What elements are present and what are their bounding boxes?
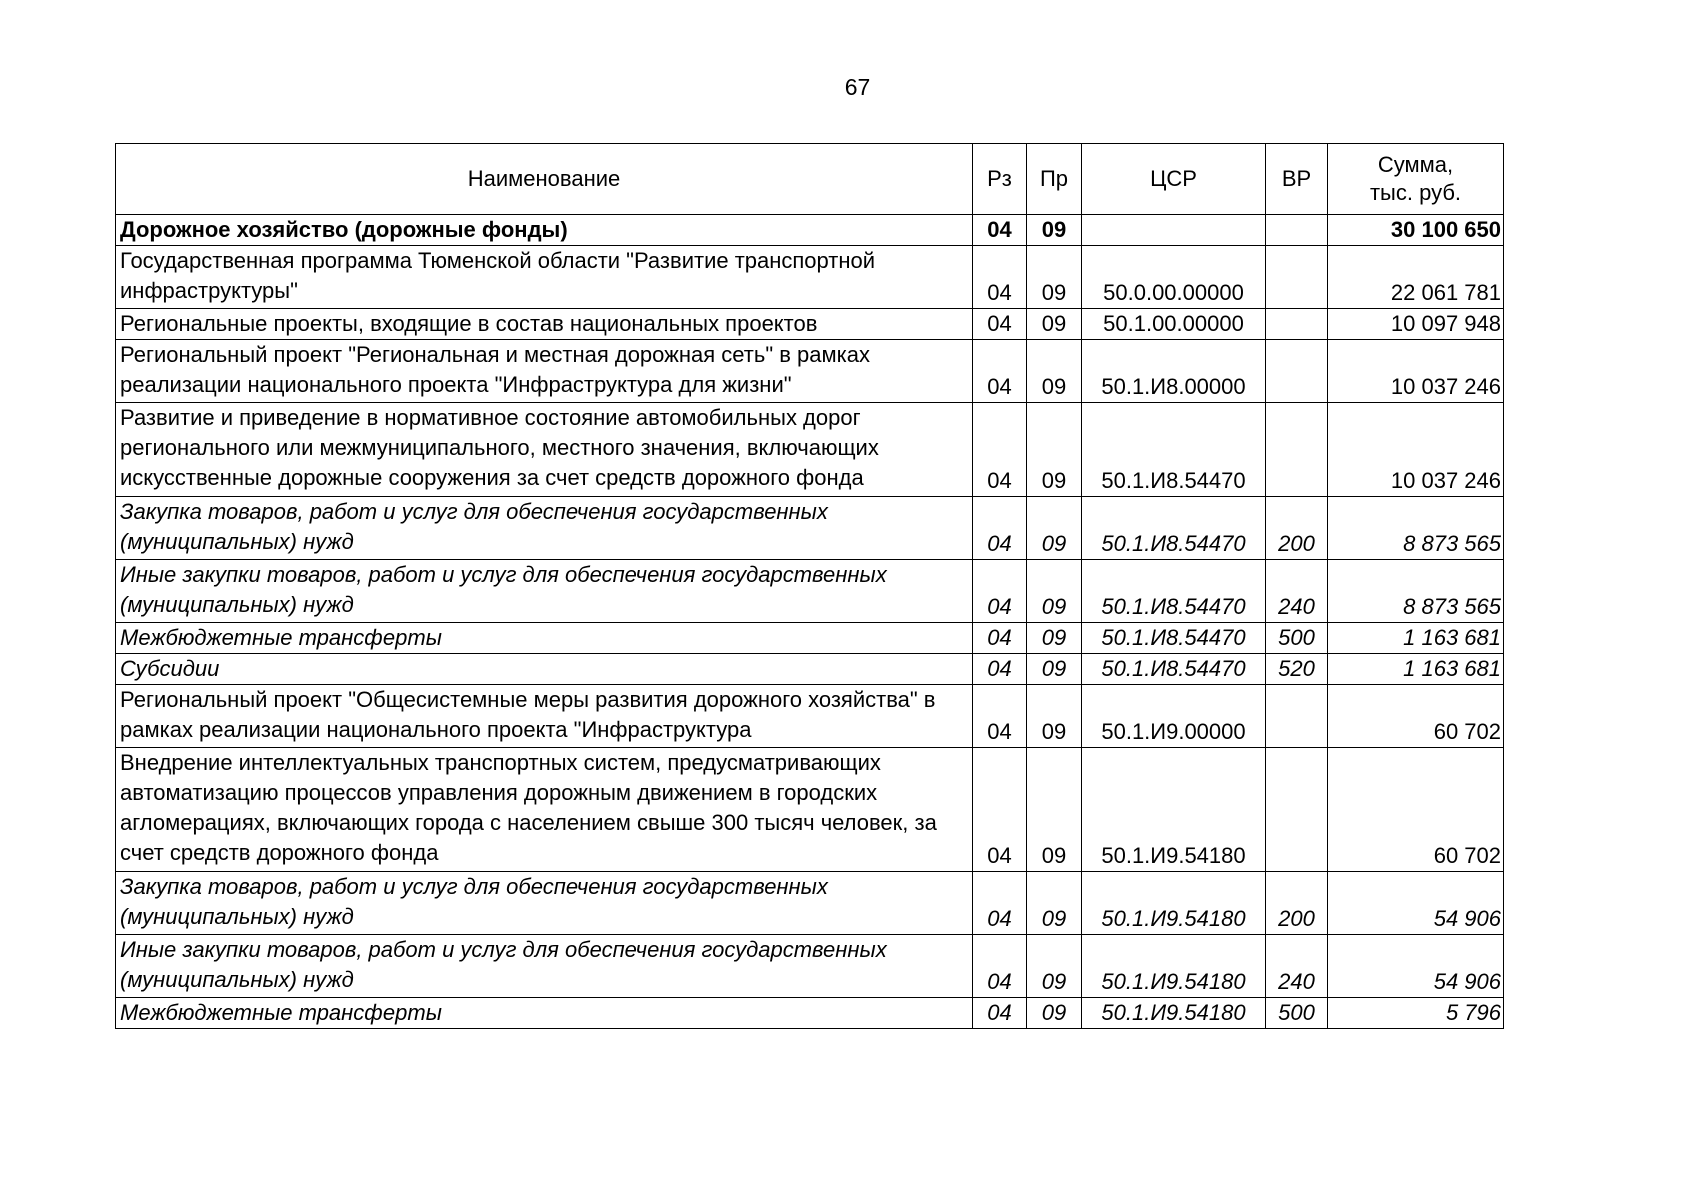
row-sum: 22 061 781	[1328, 246, 1504, 309]
row-pr: 09	[1027, 654, 1082, 685]
row-sum: 5 796	[1328, 998, 1504, 1029]
row-pr: 09	[1027, 560, 1082, 623]
row-vr	[1266, 685, 1328, 748]
row-rz: 04	[973, 309, 1027, 340]
row-rz: 04	[973, 246, 1027, 309]
row-pr: 09	[1027, 215, 1082, 246]
row-pr: 09	[1027, 623, 1082, 654]
row-csr: 50.1.И9.00000	[1082, 685, 1266, 748]
table-row	[116, 215, 1504, 246]
header-sum-line1: Сумма,	[1377, 152, 1454, 177]
header-pr: Пр	[1027, 144, 1082, 215]
row-sum: 60 702	[1328, 748, 1504, 872]
table-row	[116, 246, 1504, 309]
row-rz: 04	[973, 685, 1027, 748]
row-vr: 200	[1266, 872, 1328, 935]
row-name: Закупка товаров, работ и услуг для обеспечения государственных (муниципальных) нужд	[116, 872, 973, 935]
row-vr	[1266, 340, 1328, 403]
table-row	[116, 497, 1504, 560]
row-rz: 04	[973, 998, 1027, 1029]
row-name: Региональные проекты, входящие в состав национальных проектов	[116, 309, 973, 340]
row-pr: 09	[1027, 309, 1082, 340]
row-csr: 50.1.И8.54470	[1082, 654, 1266, 685]
table-row	[116, 623, 1504, 654]
row-csr: 50.1.И8.00000	[1082, 340, 1266, 403]
header-vr: ВР	[1266, 144, 1328, 215]
row-vr: 200	[1266, 497, 1328, 560]
row-rz: 04	[973, 497, 1027, 560]
table-row	[116, 560, 1504, 623]
row-csr	[1082, 215, 1266, 246]
row-csr: 50.1.00.00000	[1082, 309, 1266, 340]
table-row	[116, 309, 1504, 340]
row-vr	[1266, 246, 1328, 309]
row-rz: 04	[973, 935, 1027, 998]
row-pr: 09	[1027, 497, 1082, 560]
row-name: Внедрение интеллектуальных транспортных систем, предусматривающих автоматизацию процессов управления дорожным движением в городских агломерациях, включающих города с населением свыше 300 тысяч человек, за счет средств дорожного фонда	[116, 748, 973, 872]
row-name: Межбюджетные трансферты	[116, 998, 973, 1029]
table-row	[116, 748, 1504, 872]
table-row	[116, 403, 1504, 497]
row-csr: 50.0.00.00000	[1082, 246, 1266, 309]
page-number: 67	[844, 74, 871, 100]
budget-table	[115, 143, 1504, 1029]
row-name: Дорожное хозяйство (дорожные фонды)	[116, 215, 973, 246]
row-pr: 09	[1027, 403, 1082, 497]
row-pr: 09	[1027, 685, 1082, 748]
row-vr: 240	[1266, 560, 1328, 623]
row-pr: 09	[1027, 935, 1082, 998]
row-sum: 10 097 948	[1328, 309, 1504, 340]
row-pr: 09	[1027, 872, 1082, 935]
header-rz: Рз	[973, 144, 1027, 215]
row-rz: 04	[973, 872, 1027, 935]
row-rz: 04	[973, 623, 1027, 654]
row-rz: 04	[973, 654, 1027, 685]
row-rz: 04	[973, 748, 1027, 872]
row-csr: 50.1.И9.54180	[1082, 872, 1266, 935]
header-csr: ЦСР	[1082, 144, 1266, 215]
row-rz: 04	[973, 560, 1027, 623]
row-name: Государственная программа Тюменской области "Развитие транспортной инфраструктуры"	[116, 246, 973, 309]
row-vr	[1266, 215, 1328, 246]
row-pr: 09	[1027, 748, 1082, 872]
table-row	[116, 685, 1504, 748]
row-vr: 500	[1266, 623, 1328, 654]
row-sum: 54 906	[1328, 935, 1504, 998]
table-row	[116, 340, 1504, 403]
row-name: Закупка товаров, работ и услуг для обеспечения государственных (муниципальных) нужд	[116, 497, 973, 560]
table-row	[116, 935, 1504, 998]
row-rz: 04	[973, 403, 1027, 497]
row-vr: 500	[1266, 998, 1328, 1029]
row-csr: 50.1.И8.54470	[1082, 560, 1266, 623]
row-csr: 50.1.И8.54470	[1082, 403, 1266, 497]
row-csr: 50.1.И9.54180	[1082, 935, 1266, 998]
header-sum	[1328, 144, 1504, 215]
row-rz: 04	[973, 215, 1027, 246]
row-name: Развитие и приведение в нормативное состояние автомобильных дорог регионального или межмуниципального, местного значения, включающих искусственные дорожные сооружения за счет средств дорожного фонда	[116, 403, 973, 497]
row-sum: 1 163 681	[1328, 654, 1504, 685]
row-csr: 50.1.И8.54470	[1082, 497, 1266, 560]
row-sum: 10 037 246	[1328, 403, 1504, 497]
table-header-row	[116, 144, 1504, 215]
row-sum: 8 873 565	[1328, 560, 1504, 623]
table-row	[116, 872, 1504, 935]
row-vr: 520	[1266, 654, 1328, 685]
row-pr: 09	[1027, 340, 1082, 403]
row-vr: 240	[1266, 935, 1328, 998]
row-pr: 09	[1027, 246, 1082, 309]
table-row	[116, 654, 1504, 685]
row-vr	[1266, 748, 1328, 872]
row-pr: 09	[1027, 998, 1082, 1029]
row-name: Межбюджетные трансферты	[116, 623, 973, 654]
row-sum: 30 100 650	[1328, 215, 1504, 246]
row-name: Региональный проект "Общесистемные меры развития дорожного хозяйства" в рамках реализации национального проекта "Инфраструктура	[116, 685, 973, 748]
row-vr	[1266, 403, 1328, 497]
row-csr: 50.1.И8.54470	[1082, 623, 1266, 654]
row-sum: 8 873 565	[1328, 497, 1504, 560]
table-row	[116, 998, 1504, 1029]
row-name: Иные закупки товаров, работ и услуг для обеспечения государственных (муниципальных) нужд	[116, 560, 973, 623]
row-name: Иные закупки товаров, работ и услуг для обеспечения государственных (муниципальных) нужд	[116, 935, 973, 998]
row-sum: 60 702	[1328, 685, 1504, 748]
row-csr: 50.1.И9.54180	[1082, 748, 1266, 872]
row-csr: 50.1.И9.54180	[1082, 998, 1266, 1029]
row-sum: 10 037 246	[1328, 340, 1504, 403]
row-sum: 54 906	[1328, 872, 1504, 935]
row-name: Региональный проект "Региональная и местная дорожная сеть" в рамках реализации национального проекта "Инфраструктура для жизни"	[116, 340, 973, 403]
header-sum-line2: тыс. руб.	[1369, 180, 1462, 205]
row-rz: 04	[973, 340, 1027, 403]
row-name: Субсидии	[116, 654, 973, 685]
header-name: Наименование	[116, 144, 973, 215]
row-vr	[1266, 309, 1328, 340]
row-sum: 1 163 681	[1328, 623, 1504, 654]
